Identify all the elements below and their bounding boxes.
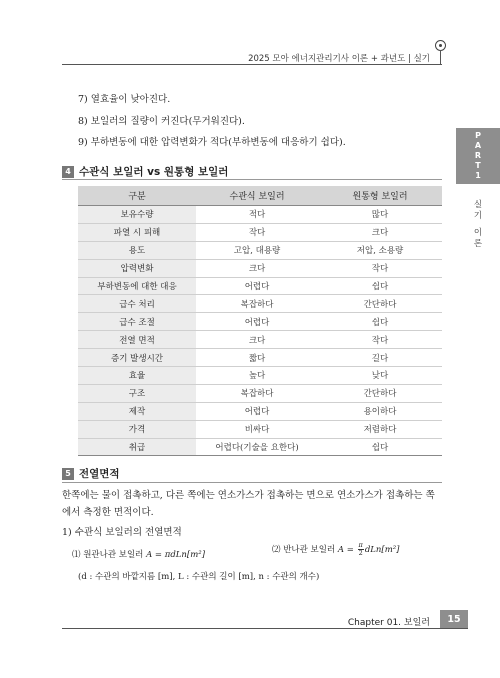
table-cell: 많다 [318, 206, 442, 224]
row-header-cell: 보유수량 [78, 206, 196, 224]
part-label-char: 기 [473, 211, 483, 221]
fraction-denominator: 2 [358, 549, 363, 557]
table-row [78, 367, 442, 385]
table-cell: 복잡하다 [196, 295, 318, 313]
table-cell: 간단하다 [318, 384, 442, 402]
table-header-cell: 수관식 보일러 [196, 186, 318, 206]
part-tab-letter: A [474, 141, 482, 150]
table-cell: 저압, 소용량 [318, 241, 442, 259]
table-row [78, 277, 442, 295]
row-header-cell: 취급 [78, 438, 196, 456]
table-row [78, 402, 442, 420]
list-item: 7) 열효율이 낮아진다. [78, 94, 171, 105]
table-cell: 크다 [318, 223, 442, 241]
formula-fraction [358, 542, 364, 557]
table-header-cell: 원통형 보일러 [318, 186, 442, 206]
section-title: 수관식 보일러 vs 원통형 보일러 [79, 166, 229, 178]
section-heading [62, 466, 120, 481]
row-header-cell: 급수 처리 [78, 295, 196, 313]
table-cell: 작다 [318, 331, 442, 349]
comparison-table [78, 186, 442, 456]
formula-label: ⑴ 원관나관 보일러 [72, 550, 144, 560]
section-rule [62, 179, 442, 180]
table-row [78, 241, 442, 259]
running-header: 2025 모아 에너지관리기사 이론 + 과년도 | 실기 [248, 54, 430, 64]
table-cell: 짧다 [196, 349, 318, 367]
footer-rule [62, 628, 468, 629]
part-label [471, 200, 485, 250]
part-label-char: 이 [473, 228, 483, 238]
row-header-cell: 제작 [78, 402, 196, 420]
section-title: 전열면적 [79, 468, 120, 480]
list-item: 9) 부하변동에 대한 압력변화가 적다(부하변동에 대응하기 쉽다). [78, 137, 346, 148]
table-cell: 비싸다 [196, 420, 318, 438]
table-cell: 작다 [196, 223, 318, 241]
sub-item: 1) 수관식 보일러의 전열면적 [62, 527, 182, 538]
part-tab-letter: 1 [475, 171, 481, 180]
table-cell: 크다 [196, 259, 318, 277]
row-header-cell: 증기 발생시간 [78, 349, 196, 367]
row-header-cell: 파열 시 피해 [78, 223, 196, 241]
table-row [78, 259, 442, 277]
table-cell: 어렵다(기술을 요한다) [196, 438, 318, 456]
table-cell: 어렵다 [196, 402, 318, 420]
table-cell: 어렵다 [196, 313, 318, 331]
table-cell: 저렴하다 [318, 420, 442, 438]
table-row [78, 384, 442, 402]
part-label-char: 실 [473, 200, 483, 210]
table-cell: 길다 [318, 349, 442, 367]
section-number-badge: 4 [62, 166, 74, 178]
table-cell: 작다 [318, 259, 442, 277]
row-header-cell: 효율 [78, 367, 196, 385]
row-header-cell: 부하변동에 대한 대응 [78, 277, 196, 295]
fraction-numerator: π [358, 541, 363, 549]
header-divider-mark [440, 50, 441, 64]
table-header-row [78, 186, 442, 206]
table-row [78, 313, 442, 331]
row-header-cell: 급수 조절 [78, 313, 196, 331]
table-cell: 간단하다 [318, 295, 442, 313]
formula-note: (d : 수관의 바깥지름 [m], L : 수관의 길이 [m], n : 수관의 개수) [78, 572, 320, 582]
table-cell: 쉽다 [318, 438, 442, 456]
part-tab-letter: P [475, 131, 481, 140]
table-row [78, 206, 442, 224]
table-cell: 쉽다 [318, 277, 442, 295]
row-header-cell: 압력변화 [78, 259, 196, 277]
formula-1 [72, 548, 205, 560]
table-row [78, 295, 442, 313]
table-header-cell: 구분 [78, 186, 196, 206]
table-cell: 용이하다 [318, 402, 442, 420]
footer-chapter: Chapter 01. 보일러 [347, 618, 430, 628]
table-cell: 복잡하다 [196, 384, 318, 402]
table-body [78, 206, 442, 456]
row-header-cell: 전열 면적 [78, 331, 196, 349]
formula-expression: A = πdLn[m²] [146, 550, 206, 560]
part-tab-letter: T [475, 161, 481, 170]
formula-2 [272, 542, 400, 557]
section-heading [62, 164, 228, 179]
formula-label: ⑵ 반나관 보일러 [272, 545, 336, 555]
table-cell: 높다 [196, 367, 318, 385]
part-tab-letter: R [474, 151, 482, 160]
formula-rhs: dLn[m²] [364, 545, 400, 555]
part-tab [456, 128, 500, 184]
table-cell: 어렵다 [196, 277, 318, 295]
section-rule [62, 482, 442, 483]
list-item: 8) 보일러의 질량이 커진다(무거워진다). [78, 116, 245, 127]
part-label-char: 론 [473, 239, 483, 249]
row-header-cell: 용도 [78, 241, 196, 259]
table-cell: 쉽다 [318, 313, 442, 331]
table-cell: 크다 [196, 331, 318, 349]
header-rule [62, 64, 442, 65]
section-paragraph: 한쪽에는 물이 접촉하고, 다른 쪽에는 연소가스가 접촉하는 면으로 연소가스가 접촉하는 쪽에서 측정한 면적이다. [62, 490, 435, 518]
formula-lhs: A = [337, 545, 357, 555]
table-row [78, 223, 442, 241]
table-cell: 적다 [196, 206, 318, 224]
table-row [78, 331, 442, 349]
table-row [78, 438, 442, 456]
table-row [78, 420, 442, 438]
table-cell: 고압, 대용량 [196, 241, 318, 259]
table-row [78, 349, 442, 367]
table-cell: 낮다 [318, 367, 442, 385]
page-number: 15 [440, 610, 468, 628]
row-header-cell: 구조 [78, 384, 196, 402]
row-header-cell: 가격 [78, 420, 196, 438]
section-number-badge: 5 [62, 468, 74, 480]
